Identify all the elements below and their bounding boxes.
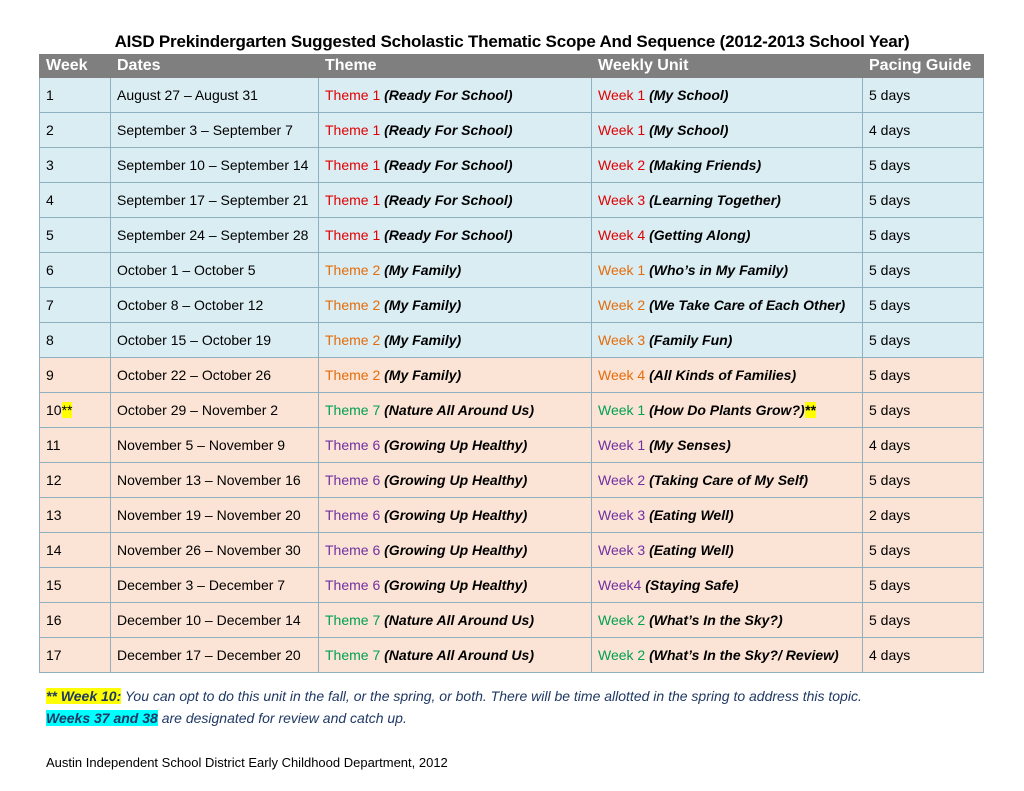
unit-name: (Eating Well) bbox=[649, 542, 734, 558]
cell-weekly-unit bbox=[592, 603, 863, 638]
theme-name: (Nature All Around Us) bbox=[384, 612, 534, 628]
cell-weekly-unit bbox=[592, 428, 863, 463]
unit-name: (How Do Plants Grow?) bbox=[649, 402, 805, 418]
footer-credit: Austin Independent School District Early Childhood Department, 2012 bbox=[46, 755, 448, 770]
cell-weekly-unit bbox=[592, 78, 863, 113]
week-number: 8 bbox=[46, 332, 54, 348]
cell-theme bbox=[319, 568, 592, 603]
table-row bbox=[40, 533, 984, 568]
cell-theme bbox=[319, 78, 592, 113]
cell-week bbox=[40, 358, 111, 393]
cell-dates: November 26 – November 30 bbox=[111, 533, 319, 568]
table-row bbox=[40, 568, 984, 603]
cell-pacing: 2 days bbox=[863, 498, 984, 533]
theme-label: Theme 6 bbox=[325, 472, 381, 488]
cell-pacing: 5 days bbox=[863, 78, 984, 113]
unit-name: (Getting Along) bbox=[649, 227, 751, 243]
cell-dates: September 17 – September 21 bbox=[111, 183, 319, 218]
theme-name: (Ready For School) bbox=[384, 227, 513, 243]
table-row bbox=[40, 498, 984, 533]
unit-name: (What’s In the Sky?/ Review) bbox=[649, 647, 839, 663]
cell-theme bbox=[319, 253, 592, 288]
note-week-10 bbox=[46, 688, 862, 704]
cell-weekly-unit bbox=[592, 358, 863, 393]
note-review-weeks-lead: Weeks 37 and 38 bbox=[46, 710, 158, 726]
cell-dates: September 10 – September 14 bbox=[111, 148, 319, 183]
cell-dates: November 5 – November 9 bbox=[111, 428, 319, 463]
theme-name: (Ready For School) bbox=[384, 87, 513, 103]
cell-dates: December 17 – December 20 bbox=[111, 638, 319, 673]
cell-week bbox=[40, 253, 111, 288]
unit-label: Week 3 bbox=[598, 332, 646, 348]
cell-theme bbox=[319, 603, 592, 638]
cell-weekly-unit bbox=[592, 568, 863, 603]
unit-label: Week 3 bbox=[598, 507, 646, 523]
cell-theme bbox=[319, 533, 592, 568]
document-title: AISD Prekindergarten Suggested Scholastic Thematic Scope And Sequence (2012-2013 School Year) bbox=[114, 32, 910, 51]
week-number: 2 bbox=[46, 122, 54, 138]
theme-name: (Growing Up Healthy) bbox=[384, 507, 528, 523]
cell-weekly-unit bbox=[592, 288, 863, 323]
cell-dates: October 29 – November 2 bbox=[111, 393, 319, 428]
theme-label: Theme 7 bbox=[325, 647, 381, 663]
week-number: 9 bbox=[46, 367, 54, 383]
header-weekly-unit: Weekly Unit bbox=[592, 55, 863, 78]
cell-pacing: 5 days bbox=[863, 533, 984, 568]
theme-name: (Growing Up Healthy) bbox=[384, 437, 528, 453]
table-row bbox=[40, 253, 984, 288]
cell-pacing: 5 days bbox=[863, 218, 984, 253]
week-mark: ** bbox=[61, 402, 73, 418]
cell-pacing: 5 days bbox=[863, 148, 984, 183]
cell-week bbox=[40, 183, 111, 218]
table-row bbox=[40, 603, 984, 638]
cell-theme bbox=[319, 148, 592, 183]
theme-label: Theme 6 bbox=[325, 437, 381, 453]
cell-week bbox=[40, 393, 111, 428]
cell-dates: November 19 – November 20 bbox=[111, 498, 319, 533]
table-row bbox=[40, 638, 984, 673]
note-review-weeks bbox=[46, 710, 407, 726]
week-number: 17 bbox=[46, 647, 62, 663]
cell-pacing: 5 days bbox=[863, 358, 984, 393]
theme-name: (My Family) bbox=[384, 332, 462, 348]
cell-dates: November 13 – November 16 bbox=[111, 463, 319, 498]
table-row bbox=[40, 323, 984, 358]
theme-label: Theme 2 bbox=[325, 297, 381, 313]
unit-name: (My School) bbox=[649, 87, 729, 103]
cell-week bbox=[40, 323, 111, 358]
cell-pacing: 5 days bbox=[863, 393, 984, 428]
cell-dates: October 1 – October 5 bbox=[111, 253, 319, 288]
theme-label: Theme 1 bbox=[325, 227, 381, 243]
cell-theme bbox=[319, 183, 592, 218]
cell-week bbox=[40, 498, 111, 533]
cell-week bbox=[40, 218, 111, 253]
week-number: 1 bbox=[46, 87, 54, 103]
unit-label: Week 2 bbox=[598, 472, 646, 488]
week-number: 12 bbox=[46, 472, 62, 488]
theme-label: Theme 7 bbox=[325, 402, 381, 418]
cell-weekly-unit bbox=[592, 113, 863, 148]
cell-dates: September 24 – September 28 bbox=[111, 218, 319, 253]
cell-dates: October 8 – October 12 bbox=[111, 288, 319, 323]
table-row bbox=[40, 288, 984, 323]
theme-label: Theme 1 bbox=[325, 122, 381, 138]
unit-label: Week 1 bbox=[598, 87, 646, 103]
table-row bbox=[40, 393, 984, 428]
theme-label: Theme 1 bbox=[325, 192, 381, 208]
cell-week bbox=[40, 428, 111, 463]
cell-pacing: 4 days bbox=[863, 638, 984, 673]
cell-pacing: 5 days bbox=[863, 288, 984, 323]
cell-pacing: 5 days bbox=[863, 323, 984, 358]
theme-label: Theme 2 bbox=[325, 262, 381, 278]
theme-label: Theme 6 bbox=[325, 577, 381, 593]
table-header-row bbox=[40, 55, 984, 78]
unit-label: Week 2 bbox=[598, 297, 646, 313]
table-body bbox=[40, 78, 984, 673]
unit-name: (Taking Care of My Self) bbox=[649, 472, 809, 488]
cell-weekly-unit bbox=[592, 533, 863, 568]
unit-label: Week 2 bbox=[598, 612, 646, 628]
theme-label: Theme 6 bbox=[325, 542, 381, 558]
unit-label: Week 1 bbox=[598, 262, 646, 278]
unit-name: (Learning Together) bbox=[649, 192, 781, 208]
unit-name: (What’s In the Sky?) bbox=[649, 612, 783, 628]
unit-label: Week 2 bbox=[598, 157, 646, 173]
cell-dates: October 22 – October 26 bbox=[111, 358, 319, 393]
cell-theme bbox=[319, 428, 592, 463]
cell-week bbox=[40, 78, 111, 113]
table-row bbox=[40, 428, 984, 463]
cell-weekly-unit bbox=[592, 218, 863, 253]
unit-label: Week 3 bbox=[598, 542, 646, 558]
cell-week bbox=[40, 113, 111, 148]
table-row bbox=[40, 358, 984, 393]
week-number: 4 bbox=[46, 192, 54, 208]
theme-name: (Nature All Around Us) bbox=[384, 402, 534, 418]
unit-name: (We Take Care of Each Other) bbox=[649, 297, 846, 313]
week-number: 10 bbox=[46, 402, 62, 418]
cell-theme bbox=[319, 498, 592, 533]
cell-theme bbox=[319, 113, 592, 148]
cell-dates: September 3 – September 7 bbox=[111, 113, 319, 148]
theme-name: (Growing Up Healthy) bbox=[384, 542, 528, 558]
theme-name: (My Family) bbox=[384, 262, 462, 278]
cell-week bbox=[40, 288, 111, 323]
unit-label: Week 4 bbox=[598, 367, 646, 383]
unit-name: (All Kinds of Families) bbox=[649, 367, 797, 383]
cell-pacing: 4 days bbox=[863, 428, 984, 463]
cell-theme bbox=[319, 358, 592, 393]
cell-pacing: 5 days bbox=[863, 568, 984, 603]
schedule-table bbox=[39, 54, 984, 673]
cell-dates: October 15 – October 19 bbox=[111, 323, 319, 358]
cell-theme bbox=[319, 393, 592, 428]
cell-weekly-unit bbox=[592, 638, 863, 673]
theme-name: (Ready For School) bbox=[384, 122, 513, 138]
week-number: 13 bbox=[46, 507, 62, 523]
cell-week bbox=[40, 148, 111, 183]
cell-weekly-unit bbox=[592, 463, 863, 498]
theme-name: (Growing Up Healthy) bbox=[384, 472, 528, 488]
cell-weekly-unit bbox=[592, 148, 863, 183]
cell-weekly-unit bbox=[592, 323, 863, 358]
week-number: 11 bbox=[46, 437, 61, 453]
unit-label: Week4 bbox=[598, 577, 642, 593]
unit-label: Week 4 bbox=[598, 227, 646, 243]
cell-week bbox=[40, 603, 111, 638]
cell-week bbox=[40, 463, 111, 498]
table-row bbox=[40, 78, 984, 113]
cell-weekly-unit bbox=[592, 498, 863, 533]
unit-name: (My Senses) bbox=[649, 437, 731, 453]
note-week-10-lead: ** Week 10: bbox=[46, 688, 122, 704]
unit-name: (Staying Safe) bbox=[645, 577, 739, 593]
week-number: 15 bbox=[46, 577, 62, 593]
theme-label: Theme 2 bbox=[325, 367, 381, 383]
cell-week bbox=[40, 533, 111, 568]
header-theme: Theme bbox=[319, 55, 592, 78]
theme-label: Theme 1 bbox=[325, 157, 381, 173]
unit-name: (Making Friends) bbox=[649, 157, 762, 173]
unit-name: (Eating Well) bbox=[649, 507, 734, 523]
unit-name: (Family Fun) bbox=[649, 332, 733, 348]
theme-name: (My Family) bbox=[384, 297, 462, 313]
header-pacing-guide: Pacing Guide bbox=[863, 55, 984, 78]
unit-label: Week 1 bbox=[598, 437, 646, 453]
unit-mark: ** bbox=[804, 402, 816, 418]
theme-name: (Growing Up Healthy) bbox=[384, 577, 528, 593]
cell-dates: August 27 – August 31 bbox=[111, 78, 319, 113]
cell-week bbox=[40, 638, 111, 673]
cell-weekly-unit bbox=[592, 253, 863, 288]
cell-theme bbox=[319, 638, 592, 673]
week-number: 6 bbox=[46, 262, 54, 278]
cell-pacing: 5 days bbox=[863, 253, 984, 288]
unit-name: (My School) bbox=[649, 122, 729, 138]
table-row bbox=[40, 148, 984, 183]
unit-name: (Who’s in My Family) bbox=[649, 262, 789, 278]
cell-pacing: 5 days bbox=[863, 463, 984, 498]
cell-theme bbox=[319, 323, 592, 358]
unit-label: Week 1 bbox=[598, 122, 646, 138]
cell-pacing: 5 days bbox=[863, 183, 984, 218]
week-number: 3 bbox=[46, 157, 54, 173]
theme-label: Theme 2 bbox=[325, 332, 381, 348]
table-row bbox=[40, 463, 984, 498]
cell-dates: December 3 – December 7 bbox=[111, 568, 319, 603]
table-row bbox=[40, 218, 984, 253]
week-number: 14 bbox=[46, 542, 62, 558]
cell-theme bbox=[319, 218, 592, 253]
theme-name: (Nature All Around Us) bbox=[384, 647, 534, 663]
unit-label: Week 1 bbox=[598, 402, 646, 418]
unit-label: Week 3 bbox=[598, 192, 646, 208]
table-row bbox=[40, 183, 984, 218]
theme-label: Theme 6 bbox=[325, 507, 381, 523]
cell-pacing: 4 days bbox=[863, 113, 984, 148]
week-number: 5 bbox=[46, 227, 54, 243]
theme-label: Theme 7 bbox=[325, 612, 381, 628]
theme-name: (My Family) bbox=[384, 367, 462, 383]
theme-label: Theme 1 bbox=[325, 87, 381, 103]
header-week: Week bbox=[40, 55, 111, 78]
week-number: 16 bbox=[46, 612, 62, 628]
cell-theme bbox=[319, 288, 592, 323]
cell-theme bbox=[319, 463, 592, 498]
theme-name: (Ready For School) bbox=[384, 157, 513, 173]
cell-pacing: 5 days bbox=[863, 603, 984, 638]
cell-weekly-unit bbox=[592, 183, 863, 218]
week-number: 7 bbox=[46, 297, 54, 313]
theme-name: (Ready For School) bbox=[384, 192, 513, 208]
cell-weekly-unit bbox=[592, 393, 863, 428]
table-row bbox=[40, 113, 984, 148]
unit-label: Week 2 bbox=[598, 647, 646, 663]
cell-dates: December 10 – December 14 bbox=[111, 603, 319, 638]
note-week-10-text: You can opt to do this unit in the fall, or the spring, or both. There will be time allotted in the spring to address this topic. bbox=[121, 688, 862, 704]
note-review-weeks-text: are designated for review and catch up. bbox=[157, 710, 407, 726]
header-dates: Dates bbox=[111, 55, 319, 78]
cell-week bbox=[40, 568, 111, 603]
